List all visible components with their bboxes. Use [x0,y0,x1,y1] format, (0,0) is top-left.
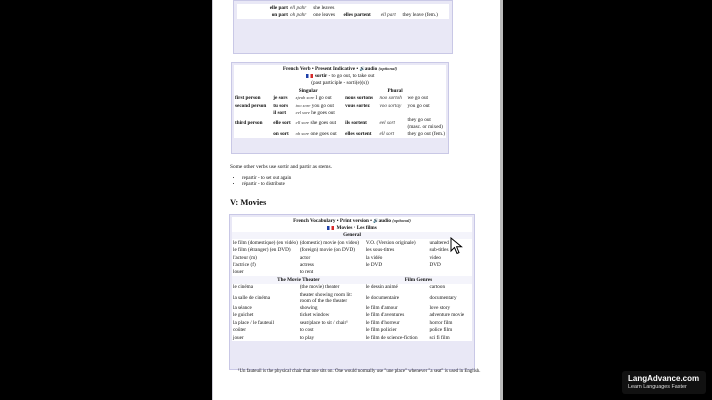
translation-cell: police film [429,327,453,334]
french-cell: le cinéma [233,284,254,291]
french-cell: V.O. (Version originale) [365,239,416,246]
verb-meaning: - to go out, to take out [328,72,375,79]
french-cell: le documentaire [365,294,400,301]
sortir-conjugation-table [231,62,449,154]
french-flag-icon [327,226,334,231]
genres-section-header: Film Genres [365,276,472,283]
french-cell: coûter [233,327,246,334]
table-row [234,102,446,109]
translation-cell: (domestic) movie (on video) [299,239,360,246]
french-cell: vous sortez [345,102,370,109]
movies-vocabulary-table [229,214,475,370]
person-cell [234,130,272,137]
logo-name: LangAdvance.com [628,374,700,383]
footnote: ¹Un fauteuil is the physical chair that one sits on. One would normally use "une place" whenever "a seat" is used in English. [238,369,481,374]
french-cell [344,109,378,116]
french-cell: le guichet [233,312,254,319]
french-cell: il sort [273,109,287,116]
table-row [232,239,472,246]
translation-cell [428,269,472,276]
theater-section-header: The Movie Theater [232,276,365,283]
table-row [232,254,472,261]
french-cell: le film d'aventures [365,312,405,319]
audio-note: (optional) [378,65,398,71]
translation-cell: they leave (fem.) [402,11,438,18]
past-participle: (past participle - sorti(e)(s)) [311,80,369,87]
partir-table-fragment [233,0,453,54]
translation-cell: you go out [407,102,430,109]
french-cell: l'acteur (m) [233,254,257,261]
table-row [234,109,446,116]
pronunciation-cell: noo sortoh [379,95,402,102]
verb-name: sortir [314,72,328,79]
translation-cell: actress [299,261,314,268]
translation-cell: one leaves [313,11,336,18]
table-row [232,247,472,254]
translation-cell: we go out [407,95,428,102]
translation-cell: adventure movie [429,312,465,319]
french-cell: elle sort [273,120,291,127]
pronunciation-cell: eel sore [295,109,310,115]
list-item: • répartir - to distribute [242,182,291,188]
translation-cell: sub-titles [429,247,449,254]
singular-header: Singular [298,87,318,94]
stems-list [233,176,291,189]
french-cell: le DVD [365,261,383,268]
pronunciation-cell: voo sortay [379,102,402,109]
french-cell: le film (domestique) (en vidéo) [233,239,298,246]
table-row [232,319,472,326]
french-cell: ils sortent [345,120,367,127]
translation-cell: actor [299,254,311,261]
audio-link[interactable]: audio [378,217,391,224]
pronunciation-cell: ell pahr [290,4,307,11]
pronunciation-cell: too sore [295,102,311,108]
speaker-icon[interactable]: 🔊 [359,65,366,71]
french-cell: la salle de cinéma [233,294,271,301]
translation-cell: video [429,254,442,261]
table-title-text: French Vocabulary • Print version • [293,217,372,224]
person-cell: second person [235,102,267,109]
french-cell: la place / le fauteuil [233,319,274,326]
audio-note: (optional) [392,217,411,223]
section-heading: V: Movies [230,197,267,207]
translation-cell: he goes out [311,109,335,116]
pronunciation-cell: zjeuh sore [295,95,315,101]
french-cell: le film de science-fiction [365,334,418,341]
document-page [212,0,502,400]
translation-cell: they go out (masc. or mixed) [407,117,443,130]
translation-cell: she goes out [310,120,337,127]
pronunciation-cell [380,4,402,11]
translation-cell: ticket window [299,312,330,319]
french-cell: la vidéo [365,254,383,261]
french-cell: elles sortent [345,130,372,137]
french-cell: jouer [233,334,244,341]
translation-cell: to cost [299,327,314,334]
translation-cell: (the movie) theater [299,284,340,291]
table-row [234,117,446,131]
table-row [232,334,472,341]
table-row [237,4,449,11]
plural-header: Phural [387,87,403,94]
table-row [232,261,472,268]
mouse-cursor-icon [450,237,464,255]
table-row [234,130,446,137]
table-row [232,291,472,305]
empty-cell [234,87,272,94]
french-cell [365,269,429,276]
table-row [232,327,472,334]
french-cell: les sous-titres [365,247,395,254]
translation-cell: DVD [429,261,441,268]
logo-tagline: Learn Languages Faster [628,384,687,390]
translation-cell: I go out [315,95,332,102]
translation-cell [407,109,446,116]
pronunciation-cell: eel sort [379,120,395,127]
translation-cell: to rent [299,269,314,276]
translation-cell: you go out [311,102,334,109]
translation-cell: showing [299,305,318,312]
verb-line [234,72,446,79]
translation-cell: they go out (fem.) [407,130,445,137]
general-section-header: General [232,232,472,239]
pronunciation-cell: ell sort [379,130,395,137]
table-row [232,312,472,319]
translation-cell: sci fi film [429,334,450,341]
table-title [232,217,472,224]
french-flag-icon [306,74,313,79]
translation-cell: to play [299,334,315,341]
translation-cell: documentary [429,294,457,301]
translation-cell: cartoon [429,284,446,291]
french-cell: le film d'horreur [365,319,400,326]
translation-cell: horror film [429,319,453,326]
table-row [232,284,472,291]
pronunciation-cell: ell part [380,11,396,18]
pronoun-cell [343,4,380,11]
translation-cell: unaltered [429,239,449,246]
french-cell: nous sortons [345,95,373,102]
translation-cell: theater showing room lit: room of the the theater [299,291,353,304]
pronunciation-cell [378,109,406,116]
list-item: • repartir - to set out again [242,176,291,182]
pronoun-cell: elle part [269,4,288,11]
table-subtitle [232,224,472,231]
french-cell: l'actrice (f) [233,261,256,268]
pronunciation-cell: oh pahr [290,11,307,18]
translation-cell: love story [429,305,451,312]
table-title-text: French Verb • Present Indicative • [282,65,359,72]
pronoun-cell: on part [271,11,288,18]
audio-link[interactable]: audio [364,65,378,72]
pronunciation-cell: oh sore [295,130,310,136]
french-cell: louer [233,269,244,276]
stems-note: Some other verbs use sortir and partir as stems. [230,164,332,170]
translation-cell: (foreign) movie (on DVD) [299,247,356,254]
french-cell: je sors [273,95,288,102]
french-cell: le film policier [365,327,397,334]
french-cell: le dessin animé [365,284,398,291]
table-row [232,269,472,276]
translation-cell: she leaves [313,4,335,11]
scrollbar[interactable] [500,0,503,400]
table-row [234,95,446,102]
langadvance-logo [622,371,706,394]
translation-cell [402,4,449,11]
french-cell: on sort [273,130,289,137]
person-cell: first person [235,95,261,102]
french-cell: le film d'amour [365,305,398,312]
french-cell: le film (étranger) (en DVD) [233,247,291,254]
person-cell: third person [235,120,263,127]
table-row [232,305,472,312]
subtitle-text: Movies · Les films [336,224,377,231]
translation-cell: seat/place to sit / chair¹ [299,319,348,326]
speaker-icon[interactable]: 🔊 [373,217,379,223]
french-cell: tu sors [273,102,289,109]
translation-cell: one goes out [310,130,337,137]
pronoun-cell: elles partent [343,11,371,18]
french-cell: la séance [233,305,252,312]
pronunciation-cell: ell sore [295,120,310,126]
table-title [234,65,446,72]
table-row [237,11,449,18]
person-cell [234,109,272,116]
